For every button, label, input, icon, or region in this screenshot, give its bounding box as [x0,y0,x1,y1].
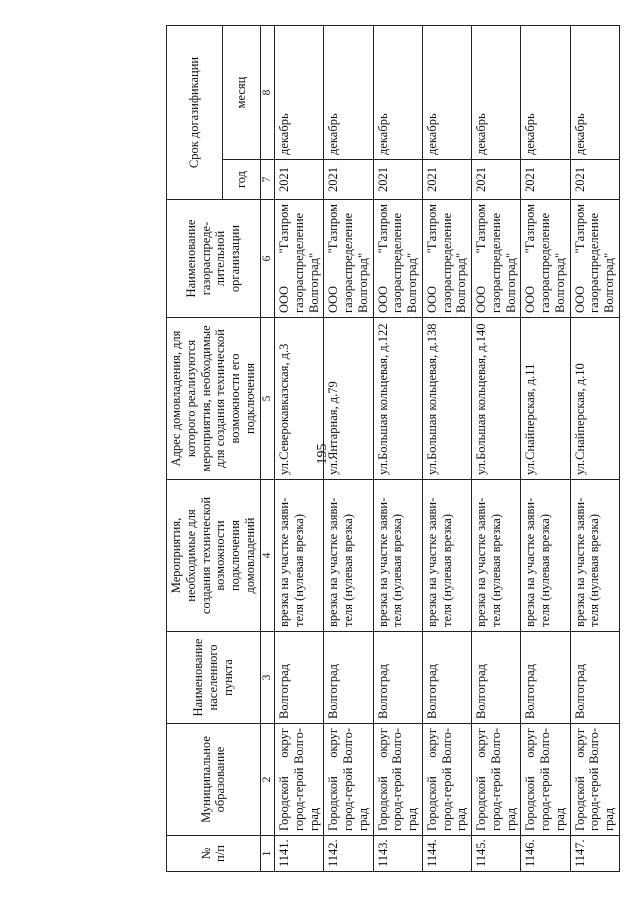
measure-cell: врезка на участке заяви-теля (нулевая врезка) [570,480,619,632]
municipality-cell: Городской округ город-герой Волго-град [275,724,324,836]
header-settlement: Наименование населенного пункта [167,632,261,724]
organization-cell: ООО "Газпром газораспределение Волгоград" [521,200,570,318]
header-deadline: Срок догазификации [167,26,223,200]
year-cell: 2021 [472,160,521,200]
row-number: 1141. [275,836,324,872]
header-measures: Мероприятия, необходимые для создания технической возможности подключения домовладений [167,480,261,632]
municipality-cell: Городской округ город-герой Волго-град [521,724,570,836]
settlement-cell: Волгоград [422,632,471,724]
column-number: 3 [260,632,275,724]
column-number: 4 [260,480,275,632]
month-cell: декабрь [570,26,619,160]
column-number: 5 [260,318,275,480]
organization-cell: ООО "Газпром газораспределение Волгоград" [472,200,521,318]
month-cell: декабрь [422,26,471,160]
measure-cell: врезка на участке заяви-теля (нулевая врезка) [373,480,422,632]
header-number: № п/п [167,836,261,872]
table-body [275,26,620,872]
row-number: 1145. [472,836,521,872]
row-number: 1143. [373,836,422,872]
month-cell: декабрь [275,26,324,160]
settlement-cell: Волгоград [275,632,324,724]
table-row [521,26,570,872]
month-cell: декабрь [521,26,570,160]
column-number: 6 [260,200,275,318]
municipality-cell: Городской округ город-герой Волго-град [324,724,373,836]
gasification-table [166,25,620,872]
organization-cell: ООО "Газпром газораспределение Волгоград" [324,200,373,318]
municipality-cell: Городской округ город-герой Волго-град [570,724,619,836]
row-number: 1142. [324,836,373,872]
column-number: 2 [260,724,275,836]
table-row [422,26,471,872]
header-organization: Наименование газораспреде-лительной организации [167,200,261,318]
address-cell: ул.Янтарная, д.79 [324,318,373,480]
month-cell: декабрь [324,26,373,160]
year-cell: 2021 [275,160,324,200]
settlement-cell: Волгоград [570,632,619,724]
address-cell: ул.Большая кольцевая, д.140 [472,318,521,480]
measure-cell: врезка на участке заяви-теля (нулевая врезка) [275,480,324,632]
year-cell: 2021 [570,160,619,200]
address-cell: ул.Снайперская, д.10 [570,318,619,480]
column-number: 8 [260,26,275,160]
measure-cell: врезка на участке заяви-теля (нулевая врезка) [324,480,373,632]
row-number: 1144. [422,836,471,872]
settlement-cell: Волгоград [521,632,570,724]
header-year: год [222,160,260,200]
municipality-cell: Городской округ город-герой Волго-град [373,724,422,836]
table-row [570,26,619,872]
header-municipality: Муниципальное образование [167,724,261,836]
measure-cell: врезка на участке заяви-теля (нулевая врезка) [472,480,521,632]
table-row [275,26,324,872]
year-cell: 2021 [373,160,422,200]
measure-cell: врезка на участке заяви-теля (нулевая врезка) [521,480,570,632]
municipality-cell: Городской округ город-герой Волго-град [422,724,471,836]
address-cell: ул.Северокавказская, д.3 [275,318,324,480]
settlement-cell: Волгоград [472,632,521,724]
measure-cell: врезка на участке заяви-теля (нулевая врезка) [422,480,471,632]
address-cell: ул.Большая кольцевая, д.138 [422,318,471,480]
organization-cell: ООО "Газпром газораспределение Волгоград" [422,200,471,318]
table-row [373,26,422,872]
table-row [472,26,521,872]
page-number: 195 [315,443,330,465]
rotated-table-container [166,26,626,872]
header-address: Адрес домовладения, для которого реализуются мероприятия, необходимые для создания технической возможности его подключения [167,318,261,480]
header-month: месяц [222,26,260,160]
year-cell: 2021 [324,160,373,200]
settlement-cell: Волгоград [373,632,422,724]
year-cell: 2021 [422,160,471,200]
month-cell: декабрь [373,26,422,160]
municipality-cell: Городской округ город-герой Волго-град [472,724,521,836]
column-number: 7 [260,160,275,200]
address-cell: ул.Большая кольцевая, д.122 [373,318,422,480]
organization-cell: ООО "Газпром газораспределение Волгоград" [275,200,324,318]
table-row [324,26,373,872]
organization-cell: ООО "Газпром газораспределение Волгоград" [373,200,422,318]
row-number: 1146. [521,836,570,872]
address-cell: ул.Снайперская, д.11 [521,318,570,480]
column-number: 1 [260,836,275,872]
row-number: 1147. [570,836,619,872]
month-cell: декабрь [472,26,521,160]
settlement-cell: Волгоград [324,632,373,724]
organization-cell: ООО "Газпром газораспределение Волгоград" [570,200,619,318]
year-cell: 2021 [521,160,570,200]
